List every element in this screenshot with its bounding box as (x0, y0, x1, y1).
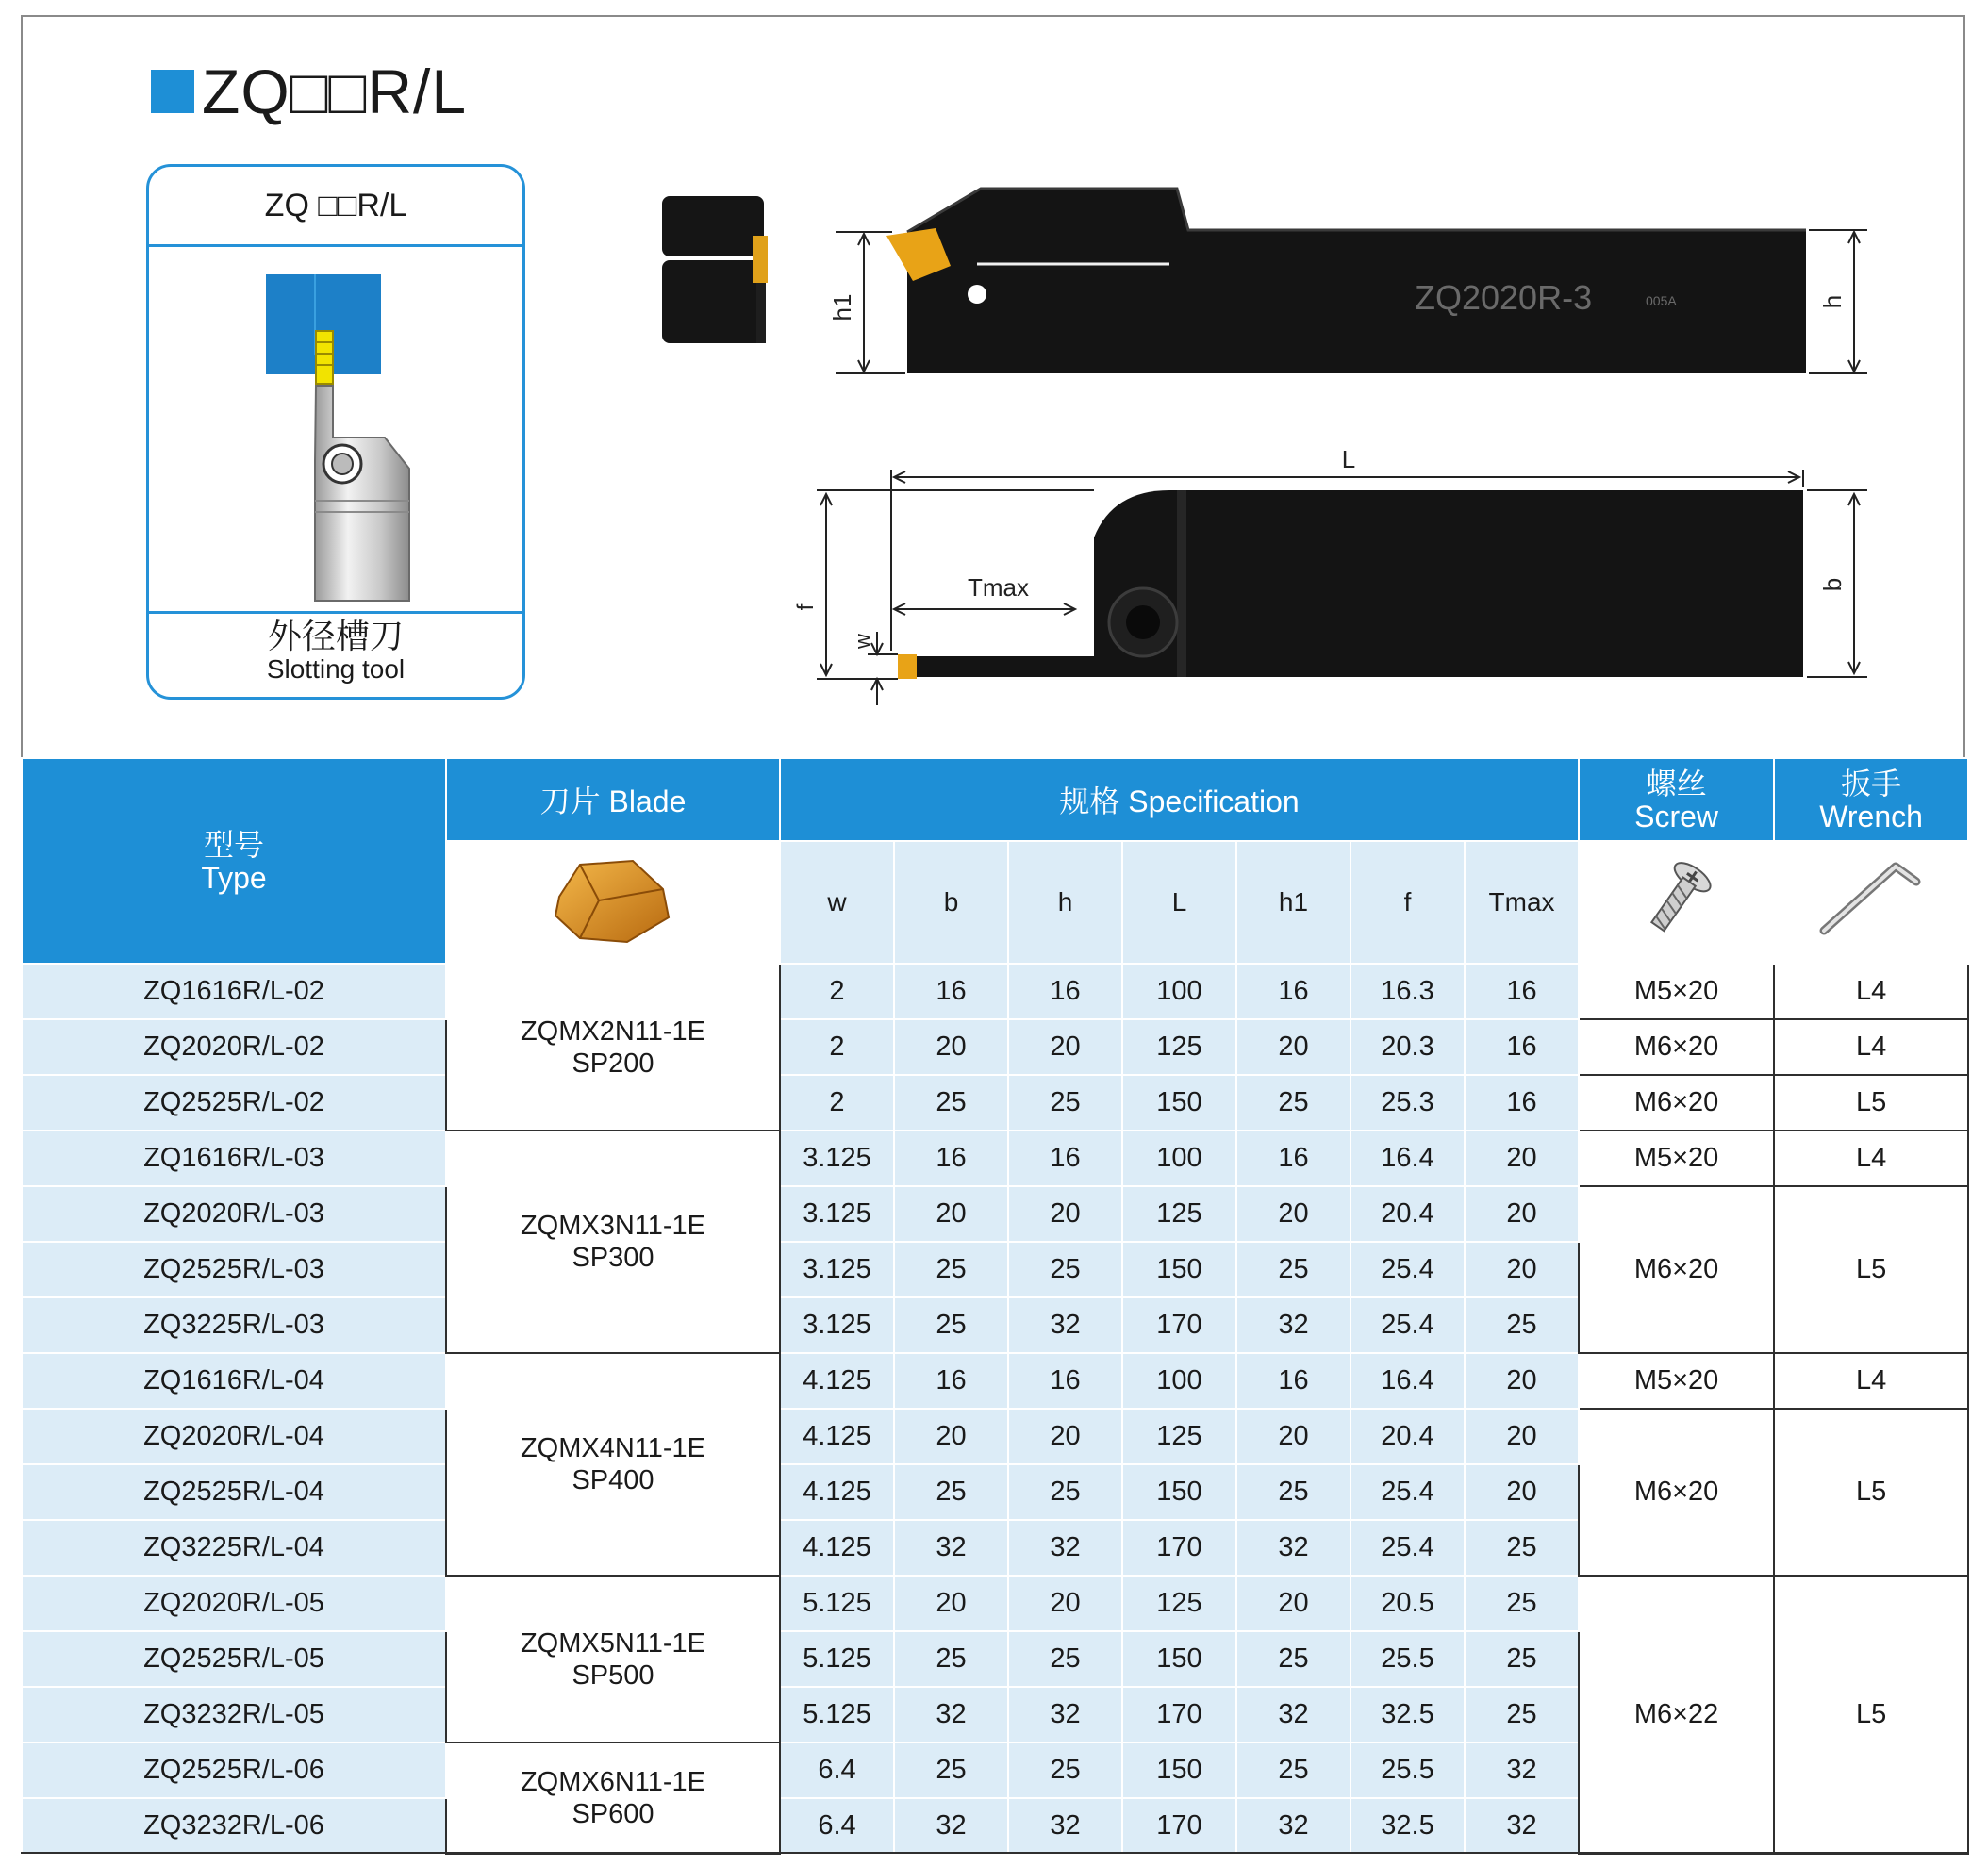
cell-wrench: L5 (1774, 1576, 1968, 1854)
cell-blade (446, 964, 780, 1131)
cell-type: ZQ2525R/L-03 (22, 1242, 446, 1297)
cell-wrench: L4 (1774, 964, 1968, 1019)
cell-h: 16 (1008, 1131, 1122, 1186)
cell-tmax: 25 (1465, 1576, 1579, 1631)
holder-code: 005A (1646, 293, 1677, 308)
cell-h: 32 (1008, 1687, 1122, 1742)
cell-h: 25 (1008, 1631, 1122, 1687)
card-name-en: Slotting tool (266, 654, 406, 684)
cell-type: ZQ1616R/L-02 (22, 964, 446, 1019)
cell-h1: 20 (1236, 1409, 1350, 1464)
cell-f: 32.5 (1350, 1687, 1465, 1742)
cell-f: 16.4 (1350, 1353, 1465, 1409)
cell-w: 5.125 (780, 1576, 894, 1631)
dimension-f (817, 490, 1094, 679)
cell-f: 20.5 (1350, 1576, 1465, 1631)
header-blade: 刀片 Blade (446, 758, 780, 841)
blade-code: ZQMX3N11-1E (520, 1211, 706, 1241)
cell-f: 25.5 (1350, 1631, 1465, 1687)
dim-label-h: h (1818, 294, 1847, 309)
cell-l: 150 (1122, 1242, 1236, 1297)
screw-icon (1579, 841, 1774, 964)
col-h: h (1008, 841, 1122, 964)
cell-w: 4.125 (780, 1520, 894, 1576)
cell-tmax: 20 (1465, 1242, 1579, 1297)
cell-l: 125 (1122, 1019, 1236, 1075)
cell-f: 16.3 (1350, 964, 1465, 1019)
cell-type: ZQ2525R/L-04 (22, 1464, 446, 1520)
cell-w: 6.4 (780, 1742, 894, 1798)
cell-tmax: 25 (1465, 1687, 1579, 1742)
cell-h: 16 (1008, 964, 1122, 1019)
cell-b: 25 (894, 1075, 1008, 1131)
cell-h1: 16 (1236, 1353, 1350, 1409)
cell-w: 2 (780, 964, 894, 1019)
blade-insert-icon (446, 841, 780, 964)
cell-h1: 20 (1236, 1576, 1350, 1631)
header-screw-cn: 螺丝 (1646, 766, 1707, 801)
cell-blade (446, 1742, 780, 1854)
cell-type: ZQ3232R/L-06 (22, 1798, 446, 1854)
cell-type: ZQ2020R/L-02 (22, 1019, 446, 1075)
cell-l: 100 (1122, 1353, 1236, 1409)
blade-code: ZQMX6N11-1E (520, 1767, 706, 1797)
col-tmax: Tmax (1465, 841, 1579, 964)
cell-type: ZQ3225R/L-04 (22, 1520, 446, 1576)
blade-sp: SP400 (572, 1465, 654, 1495)
cell-h: 32 (1008, 1297, 1122, 1353)
cell-f: 20.3 (1350, 1019, 1465, 1075)
blade-sp: SP200 (572, 1048, 654, 1079)
cell-w: 2 (780, 1019, 894, 1075)
table-row (22, 1576, 1968, 1631)
cell-b: 32 (894, 1687, 1008, 1742)
cell-h: 20 (1008, 1576, 1122, 1631)
dim-label-L: L (1341, 445, 1356, 473)
cell-l: 125 (1122, 1576, 1236, 1631)
cell-l: 170 (1122, 1520, 1236, 1576)
col-f: f (1350, 841, 1465, 964)
cell-b: 16 (894, 964, 1008, 1019)
cell-h1: 25 (1236, 1742, 1350, 1798)
cell-h: 25 (1008, 1075, 1122, 1131)
title-square-icon (151, 70, 194, 113)
cell-l: 170 (1122, 1798, 1236, 1854)
cell-w: 4.125 (780, 1464, 894, 1520)
cell-b: 25 (894, 1464, 1008, 1520)
holder-marking: ZQ2020R-3 (1415, 278, 1593, 317)
cell-b: 25 (894, 1297, 1008, 1353)
dim-label-b: b (1818, 577, 1847, 592)
col-b: b (894, 841, 1008, 964)
cell-screw: M5×20 (1579, 964, 1774, 1019)
cell-h: 25 (1008, 1242, 1122, 1297)
cell-h: 32 (1008, 1520, 1122, 1576)
cell-type: ZQ2525R/L-06 (22, 1742, 446, 1798)
holder-top-view (898, 490, 1803, 679)
holder-end-view (662, 196, 768, 343)
cell-h1: 32 (1236, 1520, 1350, 1576)
cell-l: 150 (1122, 1742, 1236, 1798)
header-spec: 规格 Specification (780, 758, 1579, 841)
cell-w: 5.125 (780, 1631, 894, 1687)
cell-w: 6.4 (780, 1798, 894, 1854)
cell-f: 20.4 (1350, 1409, 1465, 1464)
cell-type: ZQ3225R/L-03 (22, 1297, 446, 1353)
cell-b: 16 (894, 1131, 1008, 1186)
dim-label-f: f (793, 603, 819, 611)
cell-tmax: 16 (1465, 1075, 1579, 1131)
table-row (22, 1353, 1968, 1409)
cell-type: ZQ2525R/L-02 (22, 1075, 446, 1131)
card-caption (149, 611, 522, 697)
cell-h: 32 (1008, 1798, 1122, 1854)
header-wrench (1774, 758, 1968, 841)
spec-table (21, 757, 1969, 1855)
cell-type: ZQ2020R/L-04 (22, 1409, 446, 1464)
blade-code: ZQMX2N11-1E (520, 1016, 706, 1047)
header-screw (1579, 758, 1774, 841)
cell-type: ZQ3232R/L-05 (22, 1687, 446, 1742)
blade-sp: SP300 (572, 1243, 654, 1273)
card-title: ZQ □□R/L (149, 167, 522, 247)
table-row (22, 1075, 1968, 1131)
dim-label-tmax: Tmax (968, 573, 1029, 602)
dimension-tmax (894, 603, 1075, 615)
cell-w: 3.125 (780, 1131, 894, 1186)
cell-w: 3.125 (780, 1242, 894, 1297)
tool-card (146, 164, 525, 700)
cell-h: 25 (1008, 1464, 1122, 1520)
title-text: ZQ□□R/L (202, 57, 468, 126)
cell-tmax: 20 (1465, 1353, 1579, 1409)
cell-h1: 25 (1236, 1631, 1350, 1687)
cell-f: 16.4 (1350, 1131, 1465, 1186)
cell-wrench: L4 (1774, 1131, 1968, 1186)
cell-l: 100 (1122, 964, 1236, 1019)
cell-wrench: L5 (1774, 1409, 1968, 1576)
cell-screw: M5×20 (1579, 1131, 1774, 1186)
cell-h1: 20 (1236, 1186, 1350, 1242)
cell-h1: 32 (1236, 1798, 1350, 1854)
cell-b: 16 (894, 1353, 1008, 1409)
col-h1: h1 (1236, 841, 1350, 964)
tool-drawing (604, 170, 1886, 717)
cell-l: 100 (1122, 1131, 1236, 1186)
cell-b: 20 (894, 1019, 1008, 1075)
cell-wrench: L5 (1774, 1075, 1968, 1131)
cell-h: 20 (1008, 1019, 1122, 1075)
cell-b: 25 (894, 1631, 1008, 1687)
cell-w: 4.125 (780, 1409, 894, 1464)
cell-wrench: L5 (1774, 1186, 1968, 1353)
cell-f: 32.5 (1350, 1798, 1465, 1854)
cell-h1: 16 (1236, 964, 1350, 1019)
table-row (22, 1019, 1968, 1075)
cell-screw: M6×20 (1579, 1075, 1774, 1131)
cell-screw: M5×20 (1579, 1353, 1774, 1409)
cell-f: 25.4 (1350, 1242, 1465, 1297)
cell-blade (446, 1131, 780, 1353)
cell-w: 3.125 (780, 1297, 894, 1353)
table-row (22, 964, 1968, 1019)
cell-screw: M6×20 (1579, 1019, 1774, 1075)
cell-type: ZQ2020R/L-05 (22, 1576, 446, 1631)
cell-l: 150 (1122, 1631, 1236, 1687)
table-row (22, 1131, 1968, 1186)
page-title (151, 49, 467, 134)
cell-blade (446, 1576, 780, 1742)
cell-tmax: 25 (1465, 1520, 1579, 1576)
cell-f: 20.4 (1350, 1186, 1465, 1242)
cell-tmax: 32 (1465, 1742, 1579, 1798)
cell-wrench: L4 (1774, 1353, 1968, 1409)
cell-tmax: 16 (1465, 1019, 1579, 1075)
cell-tmax: 20 (1465, 1186, 1579, 1242)
cell-b: 32 (894, 1798, 1008, 1854)
cell-l: 170 (1122, 1297, 1236, 1353)
slotting-tool-icon (149, 244, 522, 614)
col-w: w (780, 841, 894, 964)
cell-screw: M6×22 (1579, 1576, 1774, 1854)
header-screw-en: Screw (1634, 800, 1719, 834)
cell-h: 20 (1008, 1409, 1122, 1464)
cell-b: 20 (894, 1409, 1008, 1464)
blade-sp: SP600 (572, 1799, 654, 1829)
header-wrench-cn: 扳手 (1841, 766, 1902, 801)
cell-l: 150 (1122, 1464, 1236, 1520)
header-type-en: Type (201, 861, 267, 895)
cell-l: 170 (1122, 1687, 1236, 1742)
cell-type: ZQ2020R/L-03 (22, 1186, 446, 1242)
cell-f: 25.4 (1350, 1464, 1465, 1520)
holder-side-view (886, 189, 1806, 373)
cell-h: 16 (1008, 1353, 1122, 1409)
cell-b: 20 (894, 1576, 1008, 1631)
cell-h1: 25 (1236, 1075, 1350, 1131)
cell-f: 25.4 (1350, 1520, 1465, 1576)
cell-type: ZQ2525R/L-05 (22, 1631, 446, 1687)
blade-code: ZQMX5N11-1E (520, 1627, 706, 1659)
table-row (22, 1409, 1968, 1464)
header-type-cn: 型号 (203, 827, 264, 863)
cell-b: 25 (894, 1742, 1008, 1798)
table-bottom-rule (21, 1852, 1967, 1854)
cell-h1: 25 (1236, 1242, 1350, 1297)
dim-label-w: w (851, 634, 874, 649)
cell-tmax: 32 (1465, 1798, 1579, 1854)
cell-f: 25.5 (1350, 1742, 1465, 1798)
cell-tmax: 20 (1465, 1464, 1579, 1520)
cell-w: 3.125 (780, 1186, 894, 1242)
cell-b: 25 (894, 1242, 1008, 1297)
header-wrench-en: Wrench (1819, 800, 1923, 834)
cell-w: 4.125 (780, 1353, 894, 1409)
wrench-icon (1774, 841, 1968, 964)
cell-l: 125 (1122, 1409, 1236, 1464)
cell-h: 25 (1008, 1742, 1122, 1798)
cell-tmax: 20 (1465, 1131, 1579, 1186)
cell-tmax: 16 (1465, 964, 1579, 1019)
cell-wrench: L4 (1774, 1019, 1968, 1075)
cell-h1: 20 (1236, 1019, 1350, 1075)
cell-b: 32 (894, 1520, 1008, 1576)
cell-b: 20 (894, 1186, 1008, 1242)
dim-label-h1: h1 (828, 293, 856, 322)
table-row (22, 1186, 1968, 1242)
cell-screw: M6×20 (1579, 1186, 1774, 1353)
cell-l: 125 (1122, 1186, 1236, 1242)
cell-h1: 16 (1236, 1131, 1350, 1186)
cell-tmax: 25 (1465, 1297, 1579, 1353)
col-L: L (1122, 841, 1236, 964)
cell-type: ZQ1616R/L-04 (22, 1353, 446, 1409)
cell-h1: 32 (1236, 1687, 1350, 1742)
cell-blade (446, 1353, 780, 1576)
cell-h: 20 (1008, 1186, 1122, 1242)
cell-w: 5.125 (780, 1687, 894, 1742)
header-type (22, 758, 446, 964)
card-name-cn: 外径槽刀 (267, 618, 404, 656)
blade-sp: SP500 (572, 1660, 654, 1691)
cell-tmax: 20 (1465, 1409, 1579, 1464)
blade-code: ZQMX4N11-1E (520, 1433, 706, 1463)
cell-w: 2 (780, 1075, 894, 1131)
cell-tmax: 25 (1465, 1631, 1579, 1687)
cell-f: 25.3 (1350, 1075, 1465, 1131)
cell-f: 25.4 (1350, 1297, 1465, 1353)
cell-screw: M6×20 (1579, 1409, 1774, 1576)
cell-l: 150 (1122, 1075, 1236, 1131)
cell-h1: 25 (1236, 1464, 1350, 1520)
cell-type: ZQ1616R/L-03 (22, 1131, 446, 1186)
cell-h1: 32 (1236, 1297, 1350, 1353)
